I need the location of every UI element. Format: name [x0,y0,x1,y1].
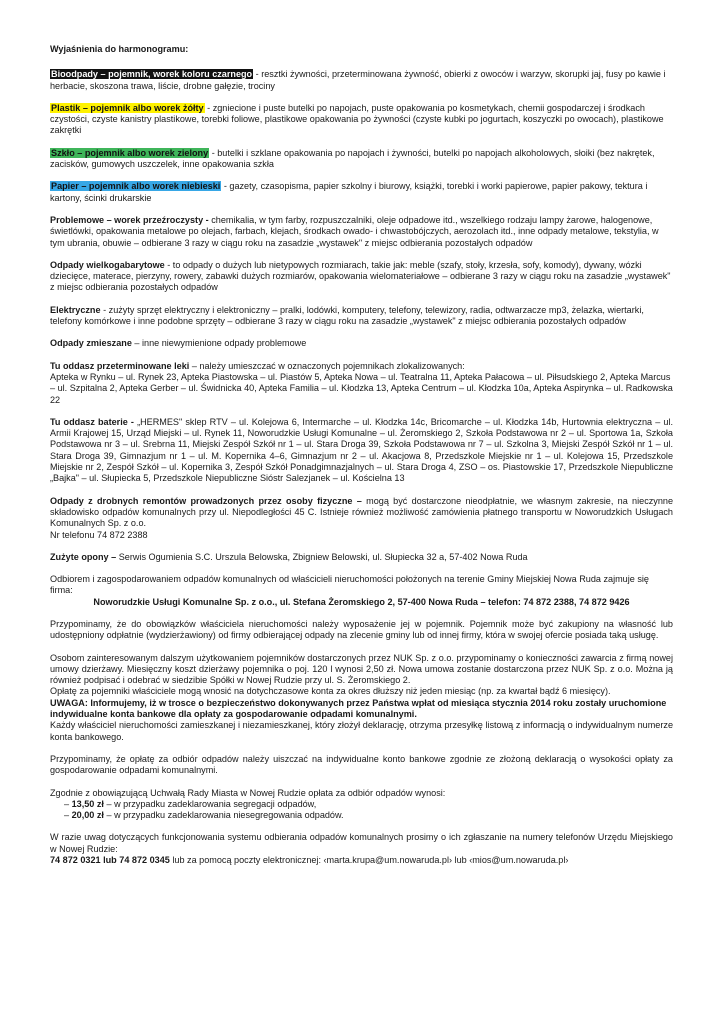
elektryczne-text: - zużyty sprzęt elektryczny i elektroniczny – pralki, lodówki, komputery, telefony, telewizory, radia, odtwarzacze mp3, żelazka, wiertarki, telefony komórkowe i inne podobne sprzęty – odbierane 3 razy w ciągu roku na zasadzie „wystawek" z miejsc odbierania pozostałych odpadów [50,304,644,327]
szklo-paragraph [50,148,673,171]
bio-paragraph [50,69,673,92]
bio-label: Bioodpady – pojemnik, worek koloru czarnego [51,69,253,80]
opony-paragraph [50,552,673,563]
leki-list: Apteka w Rynku – ul. Rynek 23, Apteka Piastowska – ul. Piastów 5, Apteka Nowa – ul. Teatralna 11, Apteka Pałacowa – ul. Piłsudskiego 2, Apteka Marcus – ul. Szpitalna 2, Apteka Gerber – ul. Świdnicka 40, Apteka Familia – ul. Kłodzka 13, Apteka Centrum – ul. Kłodzka 10a, Apteka Aspirynka – ul. Radkowska 22 [50,371,673,405]
kontakt-line [50,855,673,866]
dzierzawa-text: Osobom zainteresowanym dalszym użytkowaniem pojemników dostarczonych przez NUK Sp. z o.o. przypominamy o konieczności zawarcia z firmą nowej umowy dzierżawy. Miesięczny koszt dzierżawy pojemnika o poj. 120 l wynosi 2,50 zł. Nowa umowa zostanie dostarczona przez NUK Sp. z o.o. Można ją również podpisać i odebrać w siedzibie Spółki w Nowej Rudzie przy ul. S. Żeromskiego 2. [50,652,673,686]
wielkogabarytowe-paragraph [50,260,673,294]
bio-text: - resztki żywności, przeterminowana żywność, obierki z owoców i warzyw, skorupki jaj, fusy po kawie i herbacie, skoszona trawa, liście, drobne gałęzie, trociny [50,69,666,91]
baterie-paragraph [50,417,673,485]
elektryczne-paragraph [50,305,673,328]
problemowe-text: chemikalia, w tym farby, rozpuszczalniki, oleje odpadowe itd., wszelkiego rodzaju lampy żarowe, halogenowe, świetlówki, opakowania metalowe po olejach, farbach, klejach, środkach owado- i chwastobójczych, aerozolach itd., inne odpady metalowe, tekstylia, w tym ubrania, obuwie – odbierane 3 razy w ciągu roku na zasadzie „wystawek" z miejsc odbierania pozostałych odpadów [50,214,659,248]
uwaga-bold: UWAGA: Informujemy, iż w trosce o bezpieczeństwo dokonywanych przez Państwa wpłat od miesiąca stycznia 2014 roku zostały uruchomione indywidualne konta bankowe dla opłaty za gospodarowanie odpadami komunalnymi. [50,697,667,720]
leki-text: – należy umieszczać w oznaczonych pojemnikach zlokalizowanych: [189,360,465,371]
papier-label: Papier – pojemnik albo worek niebieski [51,181,221,192]
baterie-label: Tu oddasz baterie - [50,416,134,427]
remonty-text: mogą być dostarczone nieodpłatnie, we własnym zakresie, na nieczynne składowisko odpadów komunalnych przy ul. Niepodległości 45 C. Istnieje również możliwość zamówienia płatnego transportu w Noworudzkich Usługach Komunalnych Sp. z o.o. [50,495,674,529]
kontakt-emails: lub za pomocą poczty elektronicznej: ‹marta.krupa@um.nowaruda.pl› lub ‹mios@um.nowaruda.pl› [169,855,569,866]
fee1-amount: 13,50 zł [71,798,104,809]
opony-text: Serwis Ogumienia S.C. Urszula Belowska, Zbigniew Belowski, ul. Słupiecka 32 a, 57-402 Nowa Ruda [116,551,528,562]
fee1-text: – w przypadku zadeklarowania segregacji odpadów, [103,798,317,809]
plastik-label: Plastik – pojemnik albo worek żółty [51,102,204,113]
fee-row-niesegregacja: – 20,00 zł – w przypadku zadeklarowania niesegregowania odpadów. [64,810,344,821]
page-title: Wyjaśnienia do harmonogramu: [50,44,189,54]
zmieszane-paragraph [50,338,673,349]
zmieszane-label: Odpady zmieszane [50,338,132,349]
uwaga-text [50,698,673,721]
kontakt-text: W razie uwag dotyczących funkcjonowania systemu odbierania odpadów komunalnych prosimy o ich zgłaszanie na numery telefonów Urzędu Miejskiego w Nowej Rudzie: [50,832,673,854]
uchwala-intro: Zgodnie z obowiązującą Uchwałą Rady Miasta w Nowej Rudzie opłata za odbiór odpadów wynosi: [50,787,446,798]
elektryczne-label: Elektryczne [50,304,101,315]
przypomnienie-oplata: Przypominamy, że opłatę za odbiór odpadów należy uiszczać na indywidualne konto bankowe zgodnie ze złożoną deklaracją o wysokości opłaty za gospodarowanie odpadami komunalnymi. [50,753,673,776]
fee-row-segregacja: – 13,50 zł – w przypadku zadeklarowania segregacji odpadów, [64,798,317,809]
problemowe-paragraph [50,215,673,249]
leki-paragraph [50,361,673,372]
zmieszane-text: – inne niewymienione odpady problemowe [131,338,307,349]
remonty-paragraph [50,496,673,530]
firma-name: Noworudzkie Usługi Komunalne Sp. z o.o., ul. Stefana Żeromskiego 2, 57-400 Nowa Ruda – telefon: 74 872 2388, 74 872 9426 [93,596,630,607]
wielkogabarytowe-label: Odpady wielkogabarytowe [50,259,165,270]
kazdy-wlasciciel-text: Każdy właściciel nieruchomości zamieszkanej i niezamieszkanej, który złożył deklarację, otrzyma przesyłkę listową z informacją o indywidualnym numerze konta bankowego. [50,720,673,742]
szklo-label: Szkło – pojemnik albo worek zielony [51,147,209,158]
kontakt-phones: 74 872 0321 lub 74 872 0345 [50,855,170,866]
remonty-label: Odpady z drobnych remontów prowadzonych przez osoby fizyczne – [50,495,362,506]
problemowe-label: Problemowe – worek przeźroczysty - [50,214,209,225]
opony-label: Zużyte opony – [50,551,117,562]
szklo-text: - butelki i szklane opakowania po napojach i żywności, butelki po napojach alkoholowych, słoiki (bez nakrętek, zacisków, gumowych uszczelek, inne opakowania szkła [50,147,655,170]
fee2-amount: 20,00 zł [71,810,104,821]
fee2-text: – w przypadku zadeklarowania niesegregowania odpadów. [103,810,344,821]
papier-paragraph [50,181,673,204]
leki-label: Tu oddasz przeterminowane leki [50,360,190,371]
plastik-paragraph [50,103,673,137]
plastik-text: - zgniecione i puste butelki po napojach, puste opakowania po kosmetykach, chemii gospodarczej i środkach czystości, czyste kanistry plastikowe, torebki foliowe, plastikowe opakowania po żywności (czyste kubki po jogurtach, koszyczki po owocach), plastikowe zakrętki [50,102,664,136]
przypomnienie-pojemnik: Przypominamy, że do obowiązków właściciela nieruchomości należy wyposażenie jej w pojemnik. Pojemnik może być zakupiony na własność lub udostępniony odpłatnie (wydzierżawiony) od firmy odbierającej odpady na zlecenie gminy lub od innej firmy, która w swojej ofercie posiada taką usługę. [50,618,673,641]
papier-text: - gazety, czasopisma, papier szkolny i biurowy, książki, torebki i worki papierowe, papier pakowy, tektura i kartony, ścinki drukarskie [50,181,648,203]
remonty-phone: Nr telefonu 74 872 2388 [50,529,148,540]
firma-intro: Odbiorem i zagospodarowaniem odpadów komunalnych od właścicieli nieruchomości położonych na terenie Gminy Miejskiej Nowa Ruda zajmuje się firma: [50,574,649,596]
dzierzawa-oplata: Opłatę za pojemniki właściciele mogą wnosić na dotychczasowe konta za okres dłuższy niż jeden miesiąc (np. za kwartał bądź 6 miesięcy). [50,686,611,697]
baterie-text: „HERMES" sklep RTV – ul. Kolejowa 6, Intermarche – ul. Kłodzka 14c, Bricomarche – ul. Kłodzka 14b, Hurtownia elektryczna – ul. Armii Krajowej 15, Urząd Miejski – ul. Rynek 11, Noworudzkie Usługi Komunalne – ul. Żeromskiego 2, Szkoła Podstawowa nr 2 – ul. Sportowa 1a, Szkoła Podstawowa nr 3 – ul. Srebrna 11, Miejski Zespół Szkół nr 1 – ul. Stara Droga 39, Szkoła Podstawowa nr 7 – ul. Szkolna 3, Miejski Zespół Szkół nr 1 – ul. Stara Droga 39, Gimnazjum nr 1 – ul. M. Kopernika 4–6, Gimnazjum nr 2 – ul. Akacjowa 8, Przedszkole Miejskie nr 1 – ul. Kolejowa 15, Przedszkole Miejskie nr 2, Zespół Szkół – ul. Kopernika 3, Zespół Szkół Ponadgimnazjalnych – ul. Stara Droga 4, ZSO – os. Piastowskie 17, Przedszkole Niepubliczne „Bajka" – ul. Słupiecka 5, Przedszkole Niepubliczne Sióstr Salezjanek – ul. Kościelna 13 [50,416,673,484]
wielkogabarytowe-text: - to odpady o dużych lub nietypowych rozmiarach, takie jak: meble (szafy, stoły, krzesła, sofy, komody), dywany, wózki dziecięce, materace, pierzyny, rowery, zabawki dużych rozmiarów, opakowania wielomateriałowe – odbierane 3 razy w ciągu roku na zasadzie „wystawek" z miejsc odbierania pozostałych odpadów [50,259,671,293]
